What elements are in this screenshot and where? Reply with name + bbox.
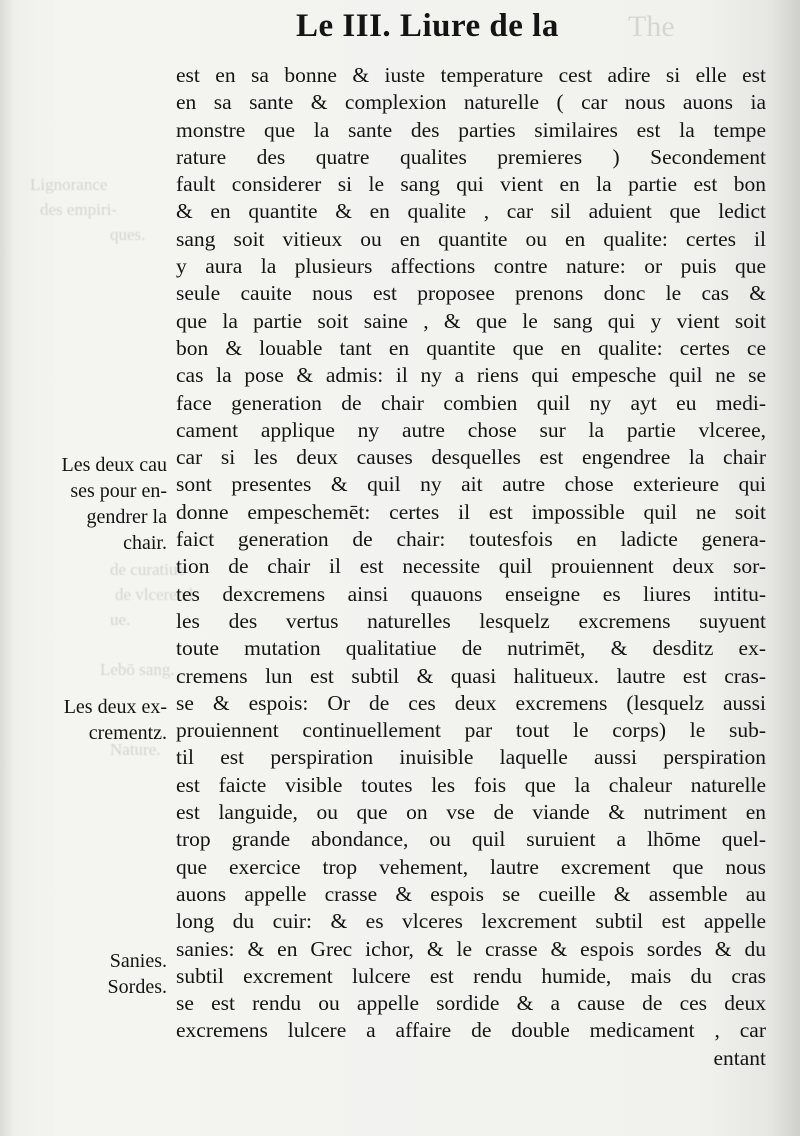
- margin-note-line: crementz.: [88, 722, 167, 744]
- text-line: est faicte visible toutes les fois que la chaleur naturelle: [176, 772, 766, 797]
- text-line: les des vertus naturelles lesquelz excremens suyuent: [176, 608, 766, 633]
- margin-note-sanies: [110, 948, 167, 974]
- text-line: que exercice trop vehement, lautre excrement que nous: [176, 854, 766, 879]
- margin-note-line: Sordes.: [107, 976, 167, 998]
- text-line: til est perspiration inuisible laquelle aussi perspiration: [176, 745, 766, 770]
- text-line: prouiennent continuellement par tout le corps) le sub-: [176, 718, 766, 743]
- text-line: sont presentes & quil ny ait autre chose exterieure qui: [176, 472, 766, 497]
- margin-note-excrements: [64, 694, 167, 746]
- margin-note-line: Les deux ex-: [63, 696, 167, 718]
- text-line: que la partie soit saine , & que le sang qui y vient soit: [176, 308, 766, 333]
- running-header: Le III. Liure de la: [296, 8, 559, 44]
- text-line: seule cauite nous est proposee prenons donc le cas &: [176, 281, 766, 306]
- margin-note-line: chair.: [123, 532, 167, 554]
- text-line: est languide, ou que on vse de viande & nutriment en: [176, 800, 766, 825]
- text-line: faict generation de chair: toutesfois en ladicte genera-: [176, 527, 766, 552]
- text-line: long du cuir: & es vlceres lexcrement subtil est appelle: [176, 909, 766, 934]
- show-through-text: de vlcere el: [115, 585, 194, 604]
- text-line: se & espois: Or de ces deux excremens (lesquelz aussi: [176, 690, 766, 715]
- text-line: trop grande abondance, ou quil suruient a lhōme quel-: [176, 827, 766, 852]
- text-line: donne empeschemēt: certes il est impossible quil ne soit: [176, 499, 766, 524]
- show-through-header: The: [628, 10, 675, 43]
- text-line: face generation de chair combien quil ny ayt eu medi-: [176, 390, 766, 415]
- text-line: fault considerer si le sang qui vient en la partie est bon: [176, 172, 766, 197]
- text-line: cremens lun est subtil & quasi halitueux. lautre est cras-: [176, 663, 766, 688]
- text-line: est en sa bonne & iuste temperature cest adire si elle est: [176, 63, 766, 87]
- text-line: en sa sante & complexion naturelle ( car nous auons ia: [176, 90, 766, 115]
- margin-note-line: Les deux cau: [61, 454, 167, 476]
- text-line: monstre que la sante des parties similaires est la tempe: [176, 117, 766, 142]
- text-line: cament applique ny autre chose sur la partie vlceree,: [176, 417, 766, 442]
- show-through-text: ques.: [110, 225, 146, 244]
- text-line: car si les deux causes desquelles est engendree la chair: [176, 445, 766, 470]
- text-line: tes dexcremens ainsi quauons enseigne es liures intitu-: [176, 581, 766, 606]
- margin-note-causes: [61, 452, 167, 556]
- text-line: y aura la plusieurs affections contre nature: or puis que: [176, 254, 766, 279]
- show-through-text: Lebō sang.: [100, 660, 175, 679]
- text-line: sanies: & en Grec ichor, & le crasse & espois sordes & du: [176, 936, 766, 961]
- text-line: cas la pose & admis: il ny a riens qui empesche quil ne se: [176, 363, 766, 388]
- text-line: sang soit vitieux ou en quantite ou en qualite: certes il: [176, 226, 766, 251]
- margin-note-line: gendrer la: [86, 506, 167, 528]
- text-line: & en quantite & en qualite , car sil aduient que ledict: [176, 199, 766, 224]
- show-through-text: de curatiue: [110, 560, 186, 579]
- text-line: tion de chair il est necessite quil prouiennent deux sor-: [176, 554, 766, 579]
- margin-note-line: ses pour en-: [70, 480, 167, 502]
- text-line: auons appelle crasse & espois se cueille & assemble au: [176, 881, 766, 906]
- show-through-text: ue.: [110, 610, 131, 629]
- text-line: entant: [713, 1045, 766, 1070]
- main-text: [176, 62, 766, 1072]
- show-through-text: Lignorance: [30, 175, 108, 194]
- text-line: rature des quatre qualites premieres ) Secondement: [176, 144, 766, 169]
- text-line: toute mutation qualitatiue de nutrimēt, & desditz ex-: [176, 636, 766, 661]
- text-line: subtil excrement lulcere est rendu humide, mais du cras: [176, 963, 766, 988]
- show-through-text: Nature.: [110, 740, 161, 759]
- margin-note-sordes: [108, 974, 167, 1000]
- text-line: bon & louable tant en quantite que en qualite: certes ce: [176, 335, 766, 360]
- margin-note-line: Sanies.: [109, 950, 167, 972]
- show-through-text: des empiri-: [40, 200, 117, 219]
- text-line: excremens lulcere a affaire de double medicament , car: [176, 1018, 766, 1043]
- text-line: se est rendu ou appelle sordide & a cause de ces deux: [176, 991, 766, 1016]
